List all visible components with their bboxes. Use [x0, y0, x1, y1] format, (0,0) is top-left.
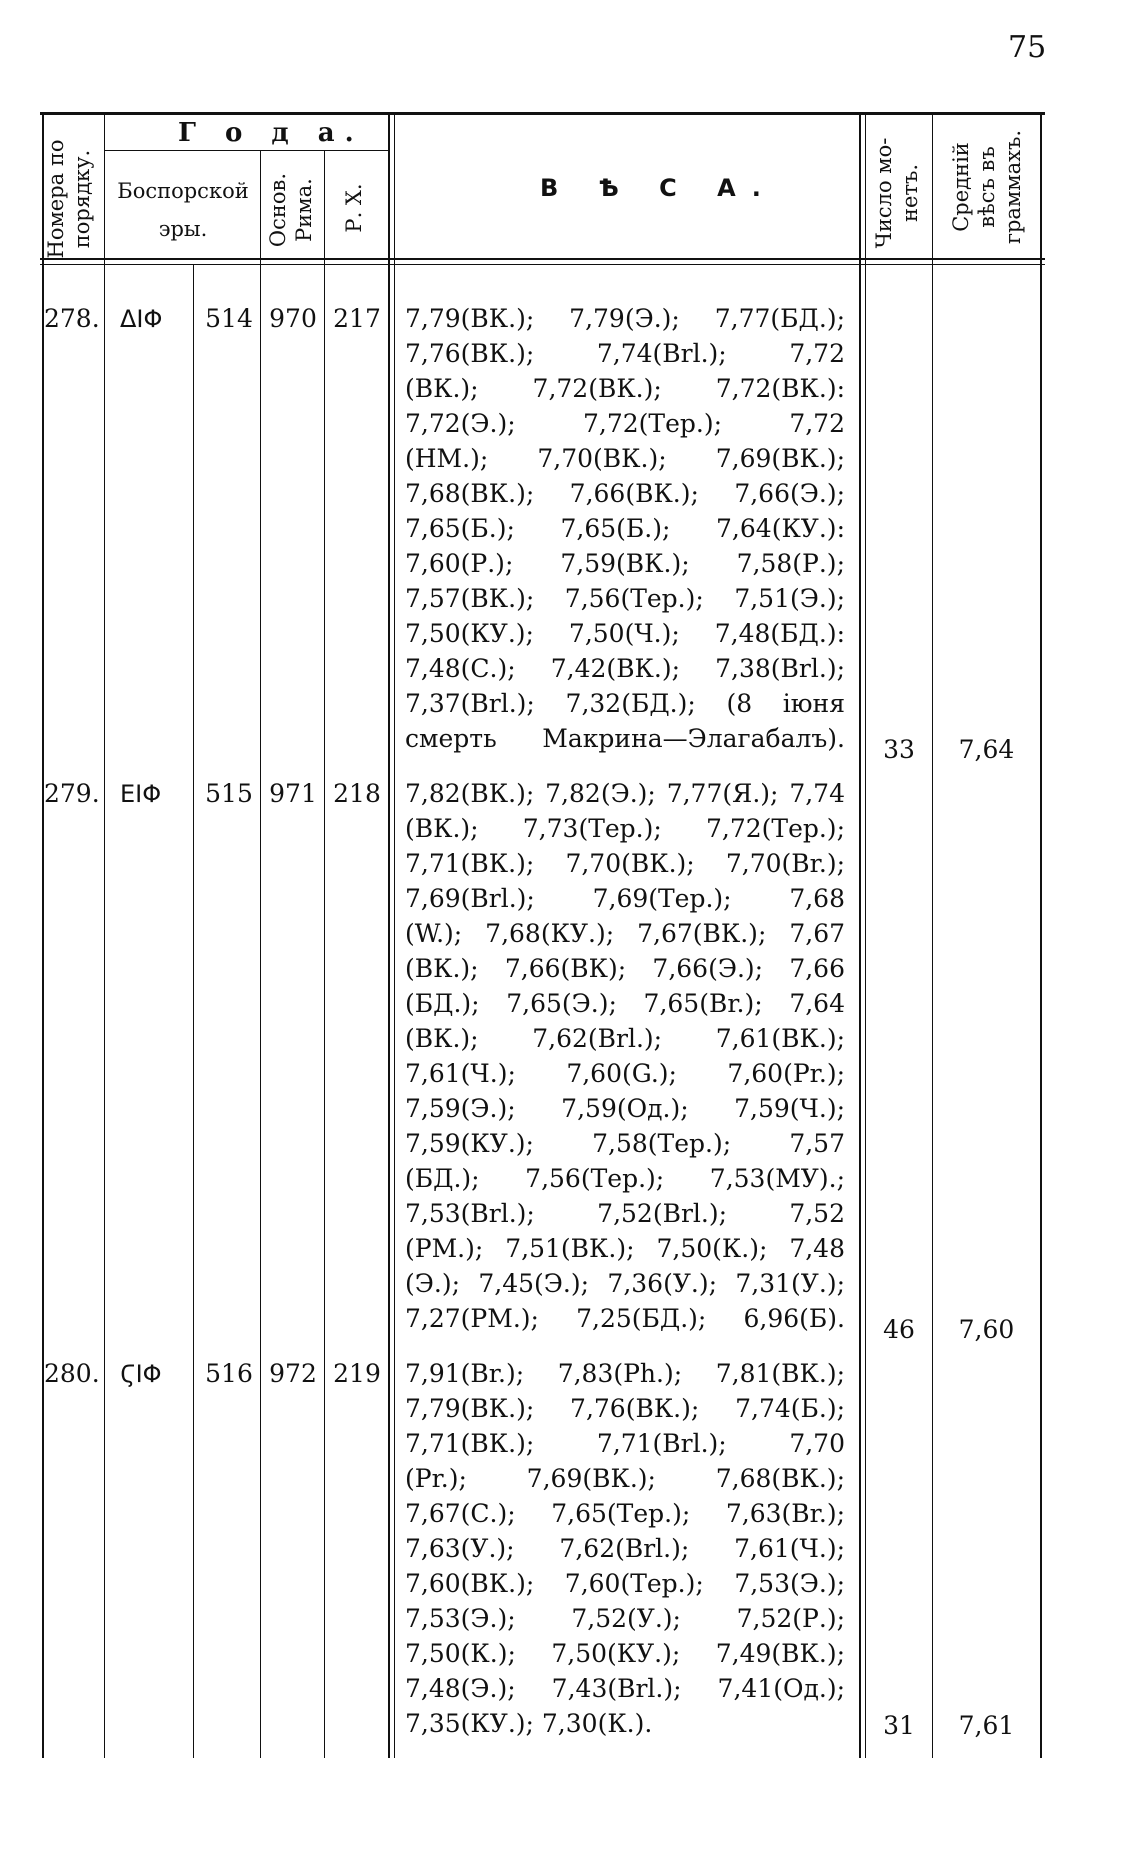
weights-line: 7,35(КУ.); 7,30(К.).	[405, 1709, 653, 1738]
ad-year: 219	[333, 1359, 381, 1388]
header-coin-count: Число мо- нетъ.	[872, 137, 922, 249]
row-number: 279.	[44, 779, 100, 808]
col-rule	[932, 112, 933, 1758]
weights-line: (ВК.); 7,62(Brl.); 7,61(ВК.);	[405, 1024, 845, 1053]
col-rule	[193, 265, 194, 1758]
weights-line: 7,68(ВК.); 7,66(ВК.); 7,66(Э.);	[405, 479, 845, 508]
years-subrule	[105, 150, 390, 151]
weights-line: 7,61(Ч.); 7,60(G.); 7,60(Pr.);	[405, 1059, 845, 1088]
row-number: 278.	[44, 304, 100, 333]
header-bosporan-era-line1: Боспорской	[117, 179, 249, 203]
weights-line: 7,50(К.); 7,50(КУ.); 7,49(ВК.);	[405, 1639, 845, 1668]
weights-line: 7,60(Р.); 7,59(ВК.); 7,58(Р.);	[405, 549, 845, 578]
header-bosporan-era-line2: эры.	[158, 217, 208, 241]
weights-line: 7,76(ВК.); 7,74(Brl.); 7,72	[405, 339, 845, 368]
weights-line: 7,27(РМ.); 7,25(БД.); 6,96(Б).	[405, 1304, 845, 1333]
weights-line: 7,91(Br.); 7,83(Ph.); 7,81(ВК.);	[405, 1359, 845, 1388]
rome-year: 972	[269, 1359, 317, 1388]
weights-line: 7,59(КУ.); 7,58(Тер.); 7,57	[405, 1129, 845, 1158]
weights-line: 7,69(Brl.); 7,69(Тер.); 7,68	[405, 884, 845, 913]
greek-year: ΔΙΦ	[120, 305, 163, 333]
ad-year: 218	[333, 779, 381, 808]
coin-count: 33	[883, 735, 915, 764]
weights-line: (БД.); 7,65(Э.); 7,65(Br.); 7,64	[405, 989, 845, 1018]
col-rule	[1040, 112, 1042, 1758]
header-bosporan-era	[106, 172, 260, 248]
header-number: Номера по порядку.	[44, 139, 94, 259]
weights-line: 7,82(ВК.); 7,82(Э.); 7,77(Я.); 7,74	[405, 779, 845, 808]
bosporan-year: 515	[205, 779, 253, 808]
weights-line: 7,63(У.); 7,62(Brl.); 7,61(Ч.);	[405, 1534, 845, 1563]
header-years: Г о д а.	[178, 118, 364, 148]
col-rule	[42, 112, 44, 1758]
page-number: 75	[1008, 30, 1047, 65]
greek-year: ΕΙΦ	[120, 780, 162, 808]
coin-count: 46	[883, 1315, 915, 1344]
bosporan-year: 516	[205, 1359, 253, 1388]
weights-line: (РМ.); 7,51(ВК.); 7,50(К.); 7,48	[405, 1234, 845, 1263]
weights-line: (ВК.); 7,72(ВК.); 7,72(ВК.):	[405, 374, 845, 403]
weights-line: 7,65(Б.); 7,65(Б.); 7,64(КУ.):	[405, 514, 845, 543]
col-rule	[388, 112, 390, 1758]
weights-line: 7,79(ВК.); 7,76(ВК.); 7,74(Б.);	[405, 1394, 845, 1423]
col-rule	[859, 112, 861, 1758]
weights-line: 7,48(Э.); 7,43(Brl.); 7,41(Од.);	[405, 1674, 845, 1703]
weights-line: 7,37(Brl.); 7,32(БД.); (8 іюня	[405, 689, 845, 718]
coin-count: 31	[883, 1711, 915, 1740]
header-ad: Р. Х.	[342, 183, 366, 233]
weights-line: 7,53(Brl.); 7,52(Brl.); 7,52	[405, 1199, 845, 1228]
average-weight: 7,61	[958, 1711, 1015, 1740]
weights-line: 7,71(ВК.); 7,71(Brl.); 7,70	[405, 1429, 845, 1458]
greek-year: ϚΙΦ	[120, 1360, 162, 1388]
ad-year: 217	[333, 304, 381, 333]
weights-line: (БД.); 7,56(Тер.); 7,53(МУ).;	[405, 1164, 845, 1193]
weights-line: (Pr.); 7,69(ВК.); 7,68(ВК.);	[405, 1464, 845, 1493]
row-number: 280.	[44, 1359, 100, 1388]
average-weight: 7,64	[958, 735, 1015, 764]
weights-line: (НМ.); 7,70(ВК.); 7,69(ВК.);	[405, 444, 845, 473]
weights-line: 7,72(Э.); 7,72(Тер.); 7,72	[405, 409, 845, 438]
header-rome: Основ. Рима.	[266, 172, 316, 248]
header-weights: В Ѣ С А.	[540, 174, 777, 202]
weights-line: 7,67(С.); 7,65(Тер.); 7,63(Br.);	[405, 1499, 845, 1528]
weights-line: 7,57(ВК.); 7,56(Тер.); 7,51(Э.);	[405, 584, 845, 613]
col-rule	[104, 112, 105, 1758]
weights-line: (ВК.); 7,73(Тер.); 7,72(Тер.);	[405, 814, 845, 843]
average-weight: 7,60	[958, 1315, 1015, 1344]
top-rule	[40, 112, 1045, 115]
weights-line: (W.); 7,68(КУ.); 7,67(ВК.); 7,67	[405, 919, 845, 948]
rome-year: 970	[269, 304, 317, 333]
col-rule	[865, 112, 866, 1758]
col-rule	[260, 150, 261, 1758]
header-average-weight: Средній вѣсъ въ граммахъ.	[949, 129, 1025, 245]
weights-line: 7,60(ВК.); 7,60(Тер.); 7,53(Э.);	[405, 1569, 845, 1598]
col-rule	[324, 150, 325, 1758]
weights-line: (Э.); 7,45(Э.); 7,36(У.); 7,31(У.);	[405, 1269, 845, 1298]
bosporan-year: 514	[205, 304, 253, 333]
weights-line: 7,79(ВК.); 7,79(Э.); 7,77(БД.);	[405, 304, 845, 333]
rome-year: 971	[269, 779, 317, 808]
col-rule	[394, 112, 395, 1758]
weights-line: смерть Макрина—Элагабалъ).	[405, 724, 845, 753]
weights-line: 7,59(Э.); 7,59(Од.); 7,59(Ч.);	[405, 1094, 845, 1123]
weights-line: 7,53(Э.); 7,52(У.); 7,52(Р.);	[405, 1604, 845, 1633]
weights-line: 7,48(С.); 7,42(ВК.); 7,38(Brl.);	[405, 654, 845, 683]
weights-line: (ВК.); 7,66(ВК); 7,66(Э.); 7,66	[405, 954, 845, 983]
weights-line: 7,71(ВК.); 7,70(ВК.); 7,70(Br.);	[405, 849, 845, 878]
weights-line: 7,50(КУ.); 7,50(Ч.); 7,48(БД.):	[405, 619, 845, 648]
